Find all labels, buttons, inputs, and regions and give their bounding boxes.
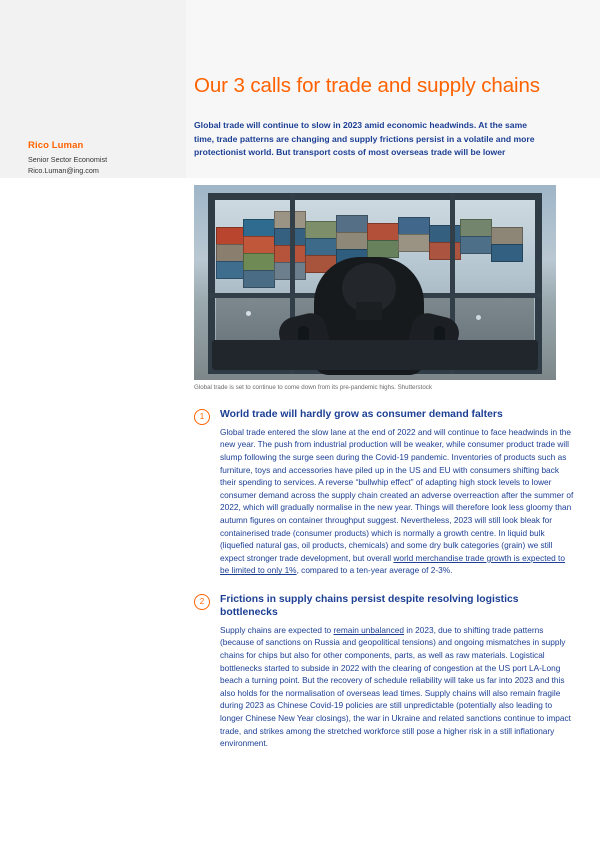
container-block — [336, 232, 368, 250]
section-body-text-before: Global trade entered the slow lane at the end of 2022 and will continue to face headwinds in the new year. The push from industrial production will be weaker, while consumer product trade will slump following the surge seen during the Covid-19 pandemic. Inventories of products such as furniture, toys and accessories have piled up in the US and EU with consumers shifting back their spending to services. A reverse “bullwhip effect” of adapting high stock levels to lower consumer demand across the supply chain created an adverse overreaction after the summer of 2022, which will gradually normalise in the new year. Things will therefore look less gloomy than autumn figures on container throughput suggest. Nevertheless, 2023 will still look bleak for containerised trade (consumer products) which is normally a growth centre. In liquid bulk (liquefied natural gas, oil products, chemicals) and some dry bulk categories (grain) we still expect stronger trade development, but overall — [220, 426, 574, 563]
container-block — [367, 240, 399, 258]
container-block — [243, 270, 275, 288]
image-caption: Global trade is set to continue to come down from its pre-pandemic highs. Shutterstock — [194, 384, 432, 392]
operator-neck — [356, 302, 382, 320]
hero-figure — [194, 185, 556, 392]
container-block — [460, 236, 492, 254]
section-1 — [194, 408, 576, 577]
section-title: Frictions in supply chains persist despite resolving logistics bottlenecks — [220, 594, 519, 619]
main-column — [194, 0, 574, 750]
section-2 — [194, 593, 576, 750]
container-block — [216, 244, 244, 262]
container-block — [429, 225, 461, 243]
hero-image — [194, 185, 556, 380]
container-block — [491, 244, 523, 262]
section-inline-link[interactable]: world merchandise trade growth is expected to be limited to only 1% — [220, 552, 565, 576]
section-number-badge: 1 — [194, 409, 210, 425]
author-email[interactable]: Rico.Luman@ing.com — [28, 165, 99, 175]
container-block — [243, 236, 275, 254]
author-role: Senior Sector Economist — [28, 155, 108, 164]
yard-light — [476, 315, 481, 320]
container-block — [491, 227, 523, 245]
control-console — [212, 340, 538, 370]
section-body — [220, 426, 576, 577]
page-title: Our 3 calls for trade and supply chains — [194, 74, 540, 97]
container-block — [305, 238, 337, 256]
container-block — [216, 227, 244, 245]
standfirst: Global trade will continue to slow in 2023 amid economic headwinds. At the same time, trade patterns are changing and supply frictions persist in a volatile and more protectionist world. But transport costs of most overseas trade will be lower — [194, 119, 535, 158]
yard-light — [246, 311, 251, 316]
container-block — [216, 261, 244, 279]
section-body — [220, 624, 576, 750]
container-block — [336, 215, 368, 233]
container-block — [243, 253, 275, 271]
container-block — [305, 221, 337, 239]
container-block — [429, 242, 461, 260]
author-block — [28, 140, 178, 175]
section-inline-link[interactable]: remain unbalanced — [333, 624, 405, 635]
container-block — [460, 219, 492, 237]
section-body-text-before: Supply chains are expected to — [220, 624, 334, 635]
container-block — [367, 223, 399, 241]
section-title: World trade will hardly grow as consumer demand falters — [220, 409, 503, 421]
container-block — [243, 219, 275, 237]
container-block — [398, 234, 430, 252]
section-body-text-after: , compared to a ten-year average of 2-3%. — [296, 565, 453, 576]
container-block — [398, 217, 430, 235]
author-name: Rico Luman — [28, 140, 84, 151]
section-body-text-after: in 2023, due to shifting trade patterns (because of sanctions on Russia and geopolitical tensions) and ongoing mismatches in supply chains for chips but also for other components, parts, as well as raw materials. Logistical bottlenecks started to subside in 2022 with the clearing of congestion at the US port LA-Long beach a turning point. But the recovery of schedule reliability will take us far into 2023 and this also holds for the normalisation of overseas lead times. Supply chains will also remain fragile during 2023 as Chinese Covid-19 policies are still unpredictable (potentially also leading to longer Chinese New Year closings), the war in Ukraine and related sanctions continue to impact trade, and strikes among the stretched workforce still pose a higher risk in a still inflationary environment. — [220, 624, 571, 749]
section-number-badge: 2 — [194, 594, 210, 610]
